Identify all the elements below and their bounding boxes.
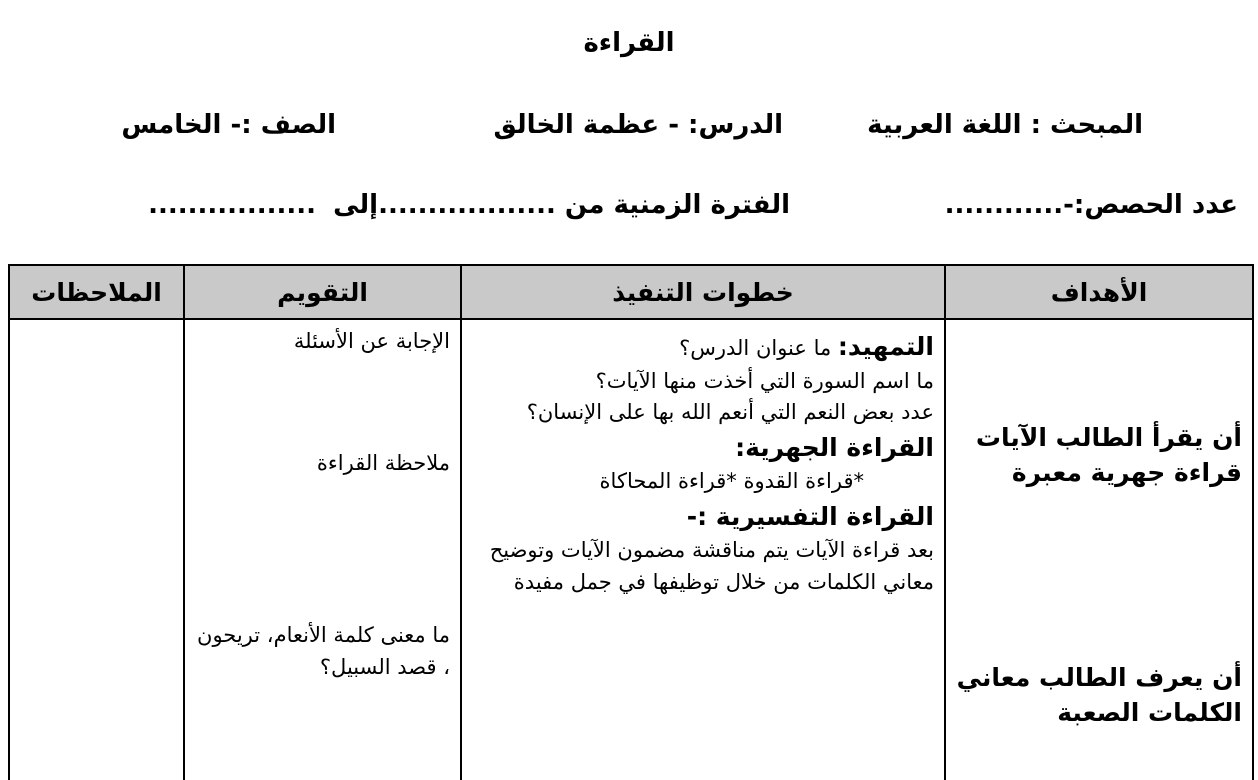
periods-field: عدد الحصص:-............ [944, 190, 1238, 220]
intro-label: التمهيد: [837, 332, 934, 361]
goals-header: الأهداف [945, 265, 1253, 319]
steps-header: خطوات التنفيذ [461, 265, 945, 319]
timeframe-end-field: ................. [148, 190, 316, 220]
intro-question-3: عدد بعض النعم التي أنعم الله بها على الإنسان؟ [526, 400, 934, 424]
goals-cell [945, 319, 1253, 780]
evaluation-item-2: ملاحظة القراءة [316, 451, 450, 475]
intro-question-2: ما اسم السورة التي أخذت منها الآيات؟ [595, 368, 934, 393]
grade-label: الصف :- الخامس [121, 110, 336, 140]
explanatory-reading-text: بعد قراءة الآيات يتم مناقشة مضمون الآيات وتوضيح معاني الكلمات من خلال توظيفها في جمل مفيدة [489, 538, 934, 594]
evaluation-header: التقويم [184, 265, 461, 319]
table-row [9, 319, 1253, 780]
evaluation-item-1: الإجابة عن الأسئلة [293, 329, 450, 353]
notes-cell [9, 319, 184, 780]
notes-header: الملاحظات [9, 265, 184, 319]
intro-line [472, 328, 934, 366]
explanatory-reading-heading: القراءة التفسيرية :- [686, 501, 934, 531]
lesson-plan-table [8, 264, 1254, 780]
evaluation-cell [184, 319, 461, 780]
steps-cell [461, 319, 945, 780]
loud-reading-heading: القراءة الجهرية: [735, 432, 934, 462]
timeframe-field: الفترة الزمنية من ..................إلى [333, 190, 790, 220]
goal-difficult-words: أن يعرف الطالب معاني الكلمات الصعبة [956, 663, 1242, 727]
table-header-row [9, 265, 1253, 319]
intro-question-1: ما عنوان الدرس؟ [679, 336, 838, 360]
page-title: القراءة [583, 28, 675, 58]
subject-label: المبحث : اللغة العربية [867, 110, 1143, 140]
lesson-label: الدرس: - عظمة الخالق [493, 110, 783, 140]
loud-reading-items: *قراءة القدوة *قراءة المحاكاة [599, 469, 864, 493]
evaluation-item-3: ما معنى كلمة الأنعام، تريحون ، قصد السبيل؟ [197, 623, 450, 679]
goal-reading-aloud: أن يقرأ الطالب الآيات قراءة جهرية معبرة [975, 423, 1242, 487]
